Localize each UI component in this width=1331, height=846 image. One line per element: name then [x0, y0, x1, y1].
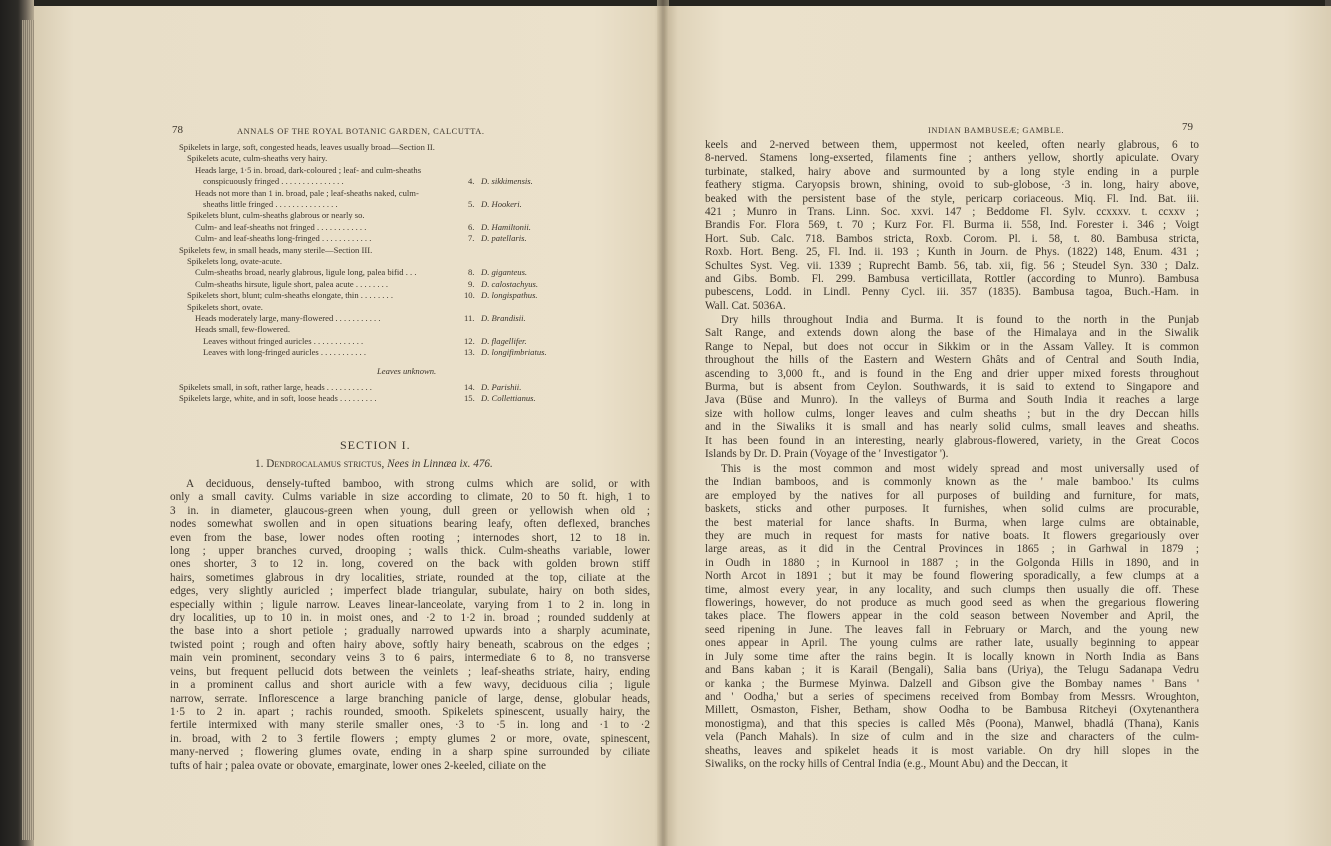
species-heading — [255, 458, 493, 471]
key-line: Heads moderately large, many-flowered . . . . . . . . . . . — [195, 313, 381, 323]
text-line: in July some time after the rains begin. It is locally known in North India as Bans — [705, 650, 1199, 663]
text-line: Islands by Dr. D. Prain (Voyage of the ' Investigator '). — [705, 448, 949, 461]
text-line: fertile intermixed with many sterile smaller ones, ·3 to ·5 in. long and ·1 to ·2 — [170, 719, 650, 732]
key-line: conspicuously fringed . . . . . . . . . . . . . . . — [203, 176, 344, 187]
text-line: 1·5 to 2 in. apart ; rachis rounded, smooth. Spikelets spinescent, usually hairy, the — [170, 705, 650, 718]
text-line: Brandis For. Flora 569, t. 70 ; Kurz For. Fl. Burma ii. 558, Ind. Forester i. 346 ; Voigt — [705, 219, 1199, 232]
key-line: Spikelets long, ovate-acute. — [187, 256, 282, 266]
left-running-head: ANNALS OF THE ROYAL BOTANIC GARDEN, CALCUTTA. — [237, 127, 485, 136]
text-line: and Bans kaban ; it is Karail (Bengali), Salia bans (Uriya), the Telugu Sadanapa Vedru — [705, 664, 1199, 677]
key-line: Spikelets short, blunt; culm-sheaths elongate, thin . . . . . . . . — [187, 290, 393, 301]
key-number: 4. — [468, 176, 475, 187]
text-line: vela (Panch Mahals). In size of culm and in the size and characters of the culm- — [705, 731, 1199, 744]
key-line: Spikelets acute, culm-sheaths very hairy. — [187, 153, 328, 164]
key-species: D. longifimbriatus. — [481, 347, 547, 358]
key-number: 8. — [468, 267, 475, 278]
text-line: Siwaliks, on the rocky hills of Central India (e.g., Mount Abu) and the Deccan, it — [705, 757, 1068, 770]
text-line: This is the most common and most widely spread and most universally used of — [721, 463, 1199, 475]
key-number: 15. — [464, 393, 475, 404]
key-number: 7. — [468, 233, 475, 244]
key-number: 14. — [464, 382, 475, 392]
key-species: D. Collettianus. — [481, 393, 536, 404]
key-number: 9. — [468, 278, 475, 289]
key-species: D. calostachyus. — [481, 278, 539, 289]
species-description — [170, 478, 650, 773]
text-line: Salt Range, and extends down along the base of the Himalaya and in the Siwalik — [705, 327, 1199, 340]
key-number: 13. — [464, 347, 475, 358]
text-line: Wall. Cat. 5036A. — [705, 299, 786, 312]
text-line: the base into a short petiole ; gradually narrowed upwards into a sharply acuminate, — [170, 625, 650, 638]
text-line: edges, very slightly auricled ; imperfect blade triangular, subulate, hairy on both sides, — [170, 585, 650, 598]
text-line: takes place. The flowers appear in the cold season between November and April, the — [705, 610, 1199, 623]
key-species: D. Hookeri. — [481, 199, 522, 209]
key-number: 6. — [468, 221, 475, 232]
text-line: are employed by the natives for all purposes of building and furniture, for mats, — [705, 489, 1199, 502]
text-line: nodes somewhat swollen and in open situations bearing leafy, often deflexed, branches — [170, 518, 650, 531]
key-line: Leaves with long-fringed auricles . . . . . . . . . . . — [203, 347, 367, 358]
text-line: Range to Nepal, but does not occur in Sikkim or in the Assam Valley. It is common — [705, 340, 1199, 353]
key-line: Culm- and leaf-sheaths long-fringed . . . . . . . . . . . . — [195, 233, 372, 244]
key-line: Spikelets blunt, culm-sheaths glabrous or nearly so. — [187, 210, 365, 221]
synonymy-paragraph — [705, 139, 1199, 313]
species-number: 1. — [255, 458, 267, 470]
text-line: A deciduous, densely-tufted bamboo, with strong culms which are solid, or with — [186, 478, 650, 490]
text-line: long ; upper branches curved, drooping ; walls thick. Culm-sheaths variable, lower — [170, 545, 650, 558]
text-line: throughout the hills of the Eastern and Western Ghâts and of Central and South India, — [705, 354, 1199, 367]
species-authority: Nees in Linnæa ix. 476. — [384, 458, 493, 470]
key-line: Spikelets large, white, and in soft, loose heads . . . . . . . . . — [179, 393, 377, 404]
left-page-number: 78 — [172, 124, 183, 136]
key-line: Spikelets short, ovate. — [187, 301, 263, 312]
text-line: veins, but frequent pellucid dots between the veinlets ; leaf-sheaths striate, hairy, ending — [170, 665, 650, 678]
uses-paragraph — [705, 463, 1199, 771]
key-number: 10. — [464, 290, 475, 301]
distribution-paragraph — [705, 314, 1199, 461]
text-line: twisted point ; rough and often hairy above, softly hairy beneath, scabrous on the edges ; — [170, 638, 650, 651]
text-line: hairs, sometimes glabrous in dry localities, striate, rounded at the top, ciliate at the — [170, 571, 650, 584]
species-name: Dendrocalamus strictus, — [266, 458, 385, 470]
text-line: keels and 2-nerved between them, uppermost not keeled, often nearly glabrous, 6 to — [705, 139, 1199, 151]
key-line: Culm-sheaths hirsute, ligule short, palea acute . . . . . . . . — [195, 278, 389, 289]
text-line: Roxb. Hort. Beng. 25, Fl. Ind. ii. 193 ; Kunth in Journ. de Phys. (1822) 148, Enum. 431 ; — [705, 246, 1199, 259]
text-line: sheaths, leaves and spikelet heads it is most variable. On dry hill slopes in the — [705, 744, 1199, 757]
key-species: D. Hamiltonii. — [481, 221, 531, 232]
text-line: beaked with the persistent base of the style, pericarp coriaceous. Miq. Fl. Ind. Bat. iii. — [705, 192, 1199, 205]
text-line: monostigma), and that this species is called Mês (Poona), Manwel, bhadlá (Thana), Kanis — [705, 717, 1199, 730]
text-line: only a small cavity. Culms variable in size according to climate, 20 to 50 ft. high, 1 to — [170, 491, 650, 504]
text-line: ascending to 3,000 ft., and is found in the Eng and drier upper mixed forests throughout — [705, 367, 1199, 380]
text-line: pubescens, Lodd. in Lindl. Penny Cycl. iii. 357 (1835). Bambusa tagoa, Buch.-Ham. in — [705, 286, 1199, 299]
text-line: Dry hills throughout India and Burma. It is found to the north in the Punjab — [721, 314, 1199, 326]
key-species: D. Brandisii. — [481, 313, 526, 323]
text-line: tufts of hair ; palea ovate or obovate, emarginate, lower ones 2-keeled, ciliate on the — [170, 759, 546, 772]
text-line: in Oudh in 1880 ; in Kurnool in 1887 ; in the Golgonda Hills in 1890, and in — [705, 556, 1199, 569]
text-line: feathery stigma. Caryopsis brown, shining, ovoid to sub-globose, ·3 in. long, hairy above, — [705, 179, 1199, 192]
text-line: size with hollow culms, longer leaves and culm sheaths ; but in the dry Deccan hills — [705, 407, 1199, 420]
key-line: Spikelets few, in small heads, many sterile—Section III. — [179, 244, 373, 255]
key-line: Spikelets small, in soft, rather large, heads . . . . . . . . . . . — [179, 382, 372, 392]
text-line: in. broad, with 2 to 3 fertile flowers ; empty glumes 2 or more, ovate, spinescent, — [170, 732, 650, 745]
book-gutter — [657, 0, 669, 846]
key-line: sheaths little fringed . . . . . . . . . . . . . . . — [203, 199, 338, 209]
key-species: D. giganteus. — [481, 267, 528, 278]
key-line: Spikelets in large, soft, congested heads, leaves usually broad—Section II. — [179, 142, 435, 152]
text-line: baskets, sticks and other purposes. It furnishes, when solid culms are procurable, — [705, 503, 1199, 516]
text-line: main vein prominent, secondary veins 3 to 6 pairs, intermediate 6 to 8, no transverse — [170, 652, 650, 665]
text-line: they are much in request for masts for native boats. It flowers gregariously over — [705, 530, 1199, 543]
text-line: especially within ; ligule narrow. Leaves linear-lanceolate, varying from 1 to 2 in. long in — [170, 598, 650, 611]
key-number: 12. — [464, 335, 475, 346]
text-line: time, almost every year, in any locality, and such clumps then usually die off. These — [705, 583, 1199, 596]
right-page-number: 79 — [1182, 121, 1193, 133]
text-line: ones appear in April. The young culms are rather late, usually beginning to appear — [705, 637, 1199, 650]
key-line: Heads not more than 1 in. broad, pale ; leaf-sheaths naked, culm- — [195, 187, 419, 198]
text-line: 3 in. in diameter, glaucous-green when young, dull green or yellowish when old ; — [170, 504, 650, 517]
text-line: 421 ; Munro in Trans. Linn. Soc. xxvi. 147 ; Beddome Fl. Sylv. ccxxxv. t. ccxxv ; — [705, 206, 1199, 219]
text-line: 8-nerved. Stamens long-exserted, filaments fine ; anthers yellow, shortly apiculate. Ovary — [705, 152, 1199, 165]
text-line: turbinate, stalked, hairy above and surmounted by a long style ending in a purple — [705, 165, 1199, 178]
key-species: D. longispathus. — [481, 290, 538, 301]
section-heading: SECTION I. — [340, 438, 411, 452]
key-line: Culm- and leaf-sheaths not fringed . . . . . . . . . . . . — [195, 221, 367, 232]
text-line: large areas, as it did in the Central Provinces in 1865 ; in Garhwal in 1879 ; — [705, 543, 1199, 556]
text-line: flowerings, however, do not produce as much good seed as when the gregarious flowering — [705, 597, 1199, 610]
text-line: ones shorter, 3 to 12 in. long, covered on the back with golden brown stiff — [170, 558, 650, 571]
text-line: and Gibs. Bomb. Fl. 299. Bambusa verticillata, Rottler (according to Munro). Bambusa — [705, 273, 1199, 286]
text-line: narrow, serrate. Inflorescence a large branching panicle of large, dense, globular heads, — [170, 692, 650, 705]
text-line: Millett, Osmaston, Fisher, Betham, show Oodha to be Bambusa Ritcheyi (Oxytenanthera — [705, 704, 1199, 717]
key-species: D. Parishii. — [481, 382, 522, 392]
key-species: D. patellaris. — [481, 233, 527, 244]
text-line: seed ripening in June. The leaves fall in February or March, and the young new — [705, 623, 1199, 636]
right-running-head: INDIAN BAMBUSEÆ; GAMBLE. — [928, 126, 1065, 135]
key-species: D. sikkimensis. — [481, 176, 533, 187]
key-number: 5. — [468, 199, 475, 209]
text-line: the Indian bamboos, and is commonly known as the ' male bamboo.' Its culms — [705, 476, 1199, 489]
text-line: in a prominent callus and short auricle with a few wavy, deciduous cilia ; ligule — [170, 679, 650, 692]
text-line: even from the base, lower nodes often rooting ; internodes short, 12 to 18 in. — [170, 531, 650, 544]
leaves-unknown-heading: Leaves unknown. — [377, 366, 437, 376]
key-species: D. flagellifer. — [481, 335, 527, 346]
text-line: and in the Siwaliks it is small and has nearly solid culms, small leaves and sheaths. — [705, 421, 1199, 434]
text-line: and ' Oodha,' but a series of specimens received from Bombay from Messrs. Wroughton, — [705, 690, 1199, 703]
text-line: Hort. Sub. Calc. 718. Bambos stricta, Roxb. Corom. Pl. i. 58, t. 80. Bambusa stricta, — [705, 232, 1199, 245]
text-line: or kanka ; the Burmese Myinwa. Dalzell and Gibson give the Bombay names ' Bans ' — [705, 677, 1199, 690]
text-line: dry localities, up to 10 in. in moist ones, and ·2 to 1·2 in. broad ; rounded suddenly at — [170, 612, 650, 625]
text-line: Java (Büse and Munro). In the valleys of Burma and South India it reaches a large — [705, 394, 1199, 407]
text-line: North Arcot in 1891 ; but it may be found flowering sporadically, a few clumps at a — [705, 570, 1199, 583]
text-line: many-nerved ; flowering glumes ovate, ending in a sharp spine surrounded by ciliate — [170, 746, 650, 759]
key-line: Heads large, 1·5 in. broad, dark-coloured ; leaf- and culm-sheaths — [195, 164, 422, 175]
key-number: 11. — [464, 313, 475, 323]
text-line: Burma, but is absent from Ceylon. Southwards, it is said to extend to Singapore and — [705, 381, 1199, 394]
key-line: Culm-sheaths broad, nearly glabrous, ligule long, palea bifid . . . — [195, 267, 417, 278]
key-line: Leaves without fringed auricles . . . . . . . . . . . . — [203, 335, 364, 346]
text-line: It has been found in an interesting, nearly glabrous-flowered, variety, in the Great Cocos — [705, 434, 1199, 447]
text-line: Schultes Syst. Veg. vii. 1339 ; Ruprecht Bamb. 56, tab. xii, fig. 56 ; Steudel Syn. 330 ; Dalz. — [705, 259, 1199, 272]
text-line: the best material for lance shafts. In Burma, when large culms are obtainable, — [705, 516, 1199, 529]
key-line: Heads small, few-flowered. — [195, 324, 290, 335]
